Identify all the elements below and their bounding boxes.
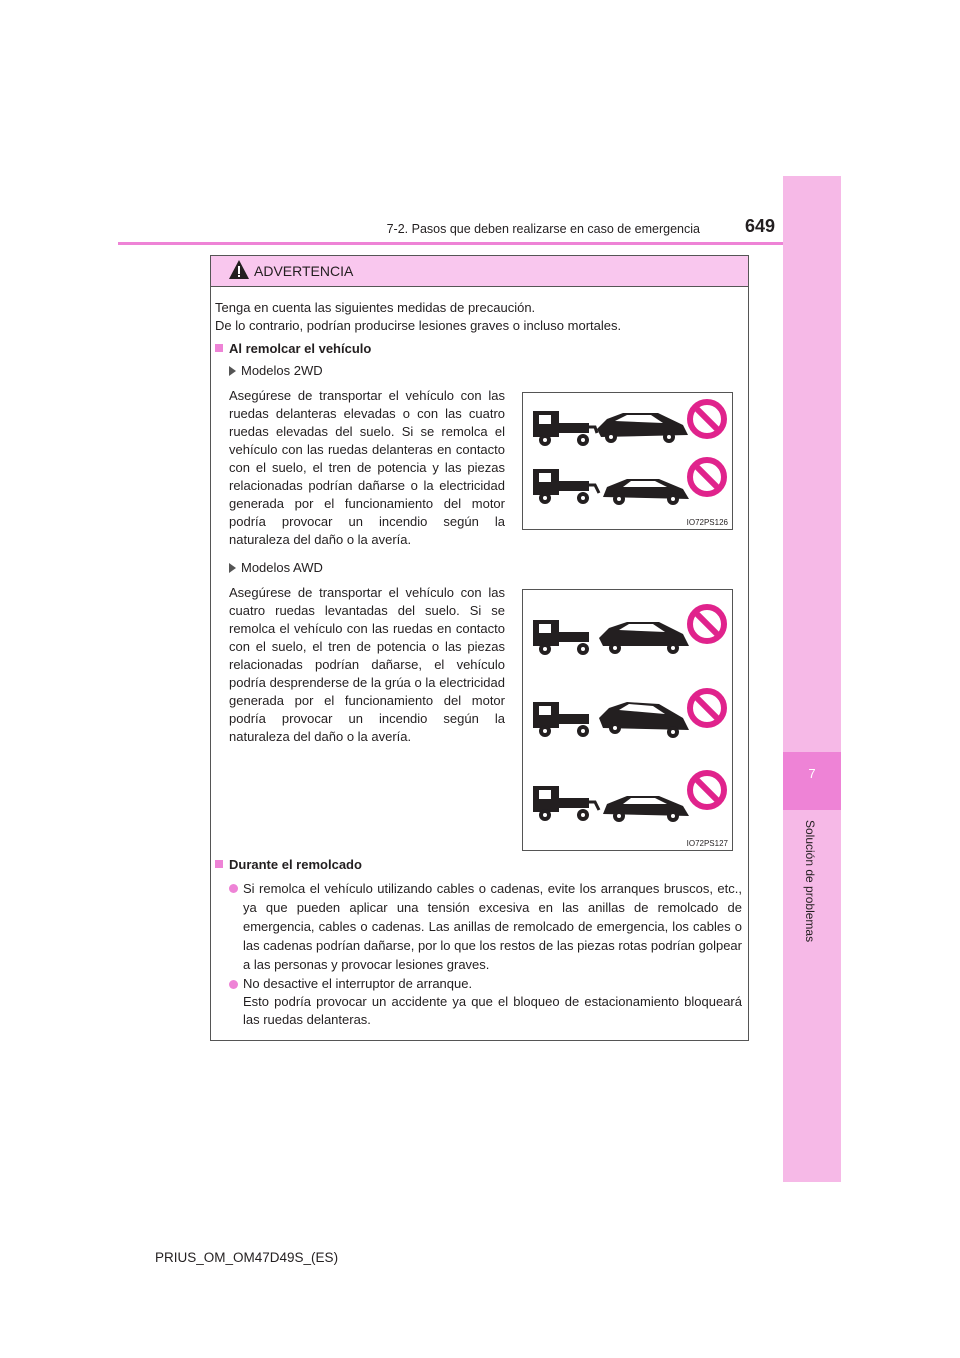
prohibited-icon (690, 607, 724, 641)
truck-icon (533, 411, 597, 446)
prohibited-icon (690, 773, 724, 807)
section-heading-during-towing: Durante el remolcado (215, 856, 362, 874)
page-number: 649 (744, 216, 775, 236)
intro-line-1: Tenga en cuenta las siguientes medidas de precaución. (215, 300, 536, 315)
truck-icon (533, 469, 599, 504)
figure-id-awd: IO72PS127 (686, 839, 728, 848)
section-heading-towing: Al remolcar el vehículo (215, 340, 371, 358)
figure-awd (522, 589, 733, 851)
paragraph-2wd: Asegúrese de transportar el vehículo con las ruedas delanteras elevadas o con las cuatro ruedas elevadas del suelo. Si se remolca el vehículo con las ruedas delanteras en contacto con el suelo, el tren de potencia y las piezas relacionadas podrían dañarse o la electricidad generada por el funcionamiento del motor podría provocar un incendio según la naturaleza del daño o la avería. (229, 388, 505, 547)
figure-id-2wd: IO72PS126 (686, 518, 728, 527)
arrow-right-icon (229, 366, 236, 376)
prohibited-icon (690, 691, 724, 725)
bullet-power-switch (243, 975, 742, 1029)
prohibited-icon (690, 460, 724, 494)
chapter-number: 7 (808, 766, 816, 781)
intro-line-2: De lo contrario, podrían producirse lesiones graves o incluso mortales. (215, 318, 622, 333)
chapter-label: Solución de problemas (803, 820, 817, 943)
tow-truck-2wd-illustration (523, 393, 732, 529)
bullet2-line-1: No desactive el interruptor de arranque. (243, 976, 473, 991)
section-title: 7-2. Pasos que deben realizarse en caso de emergencia (386, 222, 700, 236)
paragraph-awd: Asegúrese de transportar el vehículo con las cuatro ruedas levantadas del suelo. Si se remolca el vehículo con las ruedas en contacto con el suelo, el tren de potencia o las piezas relacionadas podrían dañarse, el vehículo podría desprenderse de la grúa o la electricidad generada por el funcionamiento del motor podría provocar un incendio según la naturaleza del daño o la avería. (229, 585, 505, 744)
car-icon (599, 702, 689, 738)
header-rule (118, 242, 783, 245)
document-code: PRIUS_OM_OM47D49S_(ES) (155, 1250, 339, 1265)
chapter-side-tab (783, 176, 841, 1182)
truck-icon (533, 702, 589, 737)
car-icon (603, 796, 689, 822)
warning-intro (215, 299, 740, 335)
round-bullet-icon (229, 980, 238, 989)
chapter-active-marker (783, 752, 841, 810)
round-bullet-icon (229, 884, 238, 893)
car-icon (603, 479, 689, 505)
bullet-cables-chains: Si remolca el vehículo utilizando cables o cadenas, evite los arranques bruscos, etc., ya que pueden aplicar una tensión excesiva en las anillas de remolcado de emergencia, cables o cadenas. Las anillas de remolcado de emergencia, los cables o las cadenas podrían dañarse, por lo que los restos de las piezas rotas podrían golpear a las personas y provocar lesiones graves. (243, 881, 742, 972)
warning-title: ADVERTENCIA (254, 263, 354, 279)
car-icon (597, 413, 688, 443)
truck-icon (533, 620, 589, 655)
square-bullet-icon (215, 860, 223, 868)
prohibited-icon (690, 402, 724, 436)
car-icon (599, 622, 689, 654)
bullet2-line-2: Esto podría provocar un accidente ya que el bloqueo de estacionamiento bloqueará las ruedas delanteras. (243, 994, 742, 1027)
sub-label-awd: Modelos AWD (229, 559, 323, 577)
figure-2wd (522, 392, 733, 530)
truck-icon (533, 786, 599, 821)
arrow-right-icon (229, 563, 236, 573)
warning-triangle-icon (228, 259, 250, 281)
sub-label-2wd: Modelos 2WD (229, 362, 323, 380)
tow-truck-awd-illustration (523, 590, 732, 830)
square-bullet-icon (215, 344, 223, 352)
